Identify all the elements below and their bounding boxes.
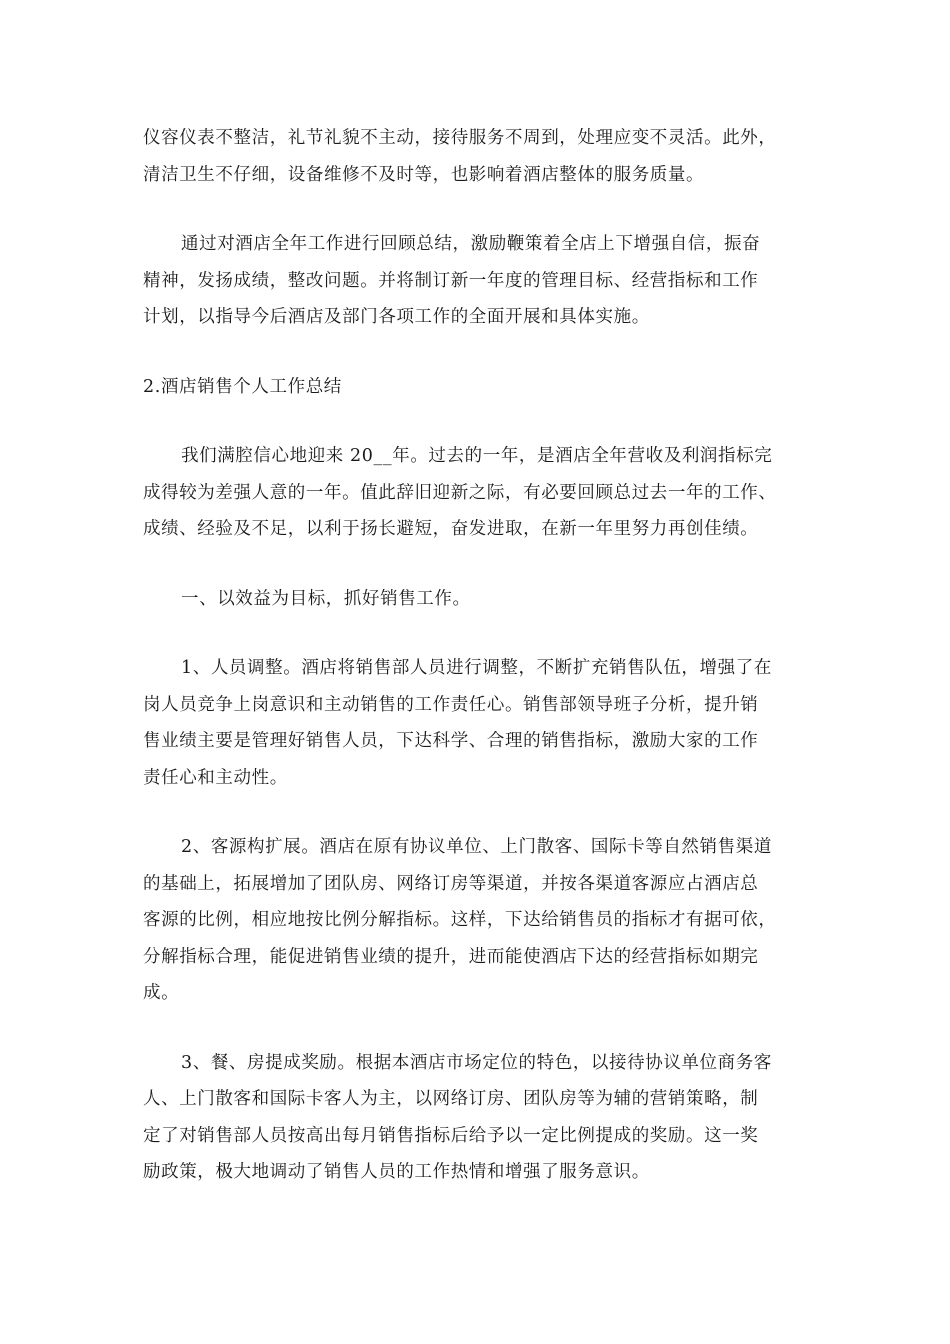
text-line: 精神，发扬成绩，整改问题。并将制订新一年度的管理目标、经营指标和工作 (143, 270, 759, 291)
paragraph-service-quality (143, 120, 823, 193)
paragraph-annual-review (143, 226, 823, 336)
text-line: 人、上门散客和国际卡客人为主，以网络订房、团队房等为辅的营销策略，制 (143, 1089, 759, 1109)
text-line: 一、以效益为目标，抓好销售工作。 (181, 588, 471, 609)
heading-text: 2.酒店销售个人工作总结 (143, 376, 342, 397)
text-line: 我们满腔信心地迎来 20__年。过去的一年，是酒店全年营收及利润指标完 (181, 446, 773, 466)
paragraph-gap (143, 1012, 823, 1045)
subheading-sales-goal (143, 581, 823, 618)
text-line: 成绩、经验及不足，以利于扬长避短，奋发进取，在新一年里努力再创佳绩。 (143, 519, 759, 539)
paragraph-gap (143, 617, 823, 650)
text-line: 计划，以指导今后酒店及部门各项工作的全面开展和具体实施。 (143, 307, 650, 327)
paragraph-gap (143, 796, 823, 829)
paragraph-customer-expansion (143, 829, 823, 1012)
text-line: 通过对酒店全年工作进行回顾总结，激励鞭策着全店上下增强自信，振奋 (181, 234, 761, 254)
text-line: 3、餐、房提成奖励。根据本酒店市场定位的特色，以接待协议单位商务客 (181, 1052, 772, 1073)
text-line: 责任心和主动性。 (143, 767, 288, 788)
section-heading (143, 369, 823, 406)
paragraph-commission-reward (143, 1045, 823, 1191)
text-line: 仪容仪表不整洁，礼节礼貌不主动，接待服务不周到，处理应变不灵活。此外， (143, 128, 777, 148)
text-line: 励政策，极大地调动了销售人员的工作热情和增强了服务意识。 (143, 1162, 650, 1182)
text-line: 清洁卫生不仔细，设备维修不及时等，也影响着酒店整体的服务质量。 (143, 164, 705, 185)
paragraph-new-year (143, 438, 823, 548)
text-line: 成得较为差强人意的一年。值此辞旧迎新之际，有必要回顾总过去一年的工作、 (143, 482, 777, 503)
text-line: 客源的比例，相应地按比例分解指标。这样，下达给销售员的指标才有据可依， (143, 910, 777, 930)
text-line: 分解指标合理，能促进销售业绩的提升，进而能使酒店下达的经营指标如期完 (143, 946, 759, 967)
text-line: 的基础上，拓展增加了团队房、网络订房等渠道，并按各渠道客源应占酒店总 (143, 873, 759, 894)
paragraph-gap (143, 548, 823, 581)
paragraph-gap (143, 193, 823, 226)
paragraph-staff-adjustment (143, 650, 823, 796)
document-body (143, 120, 823, 1191)
text-line: 岗人员竞争上岗意识和主动销售的工作责任心。销售部领导班子分析，提升销 (143, 694, 759, 715)
text-line: 成。 (143, 983, 180, 1003)
text-line: 1、人员调整。酒店将销售部人员进行调整，不断扩充销售队伍，增强了在 (181, 658, 772, 678)
text-line: 定了对销售部人员按高出每月销售指标后给予以一定比例提成的奖励。这一奖 (143, 1125, 759, 1146)
paragraph-gap (143, 405, 823, 438)
text-line: 售业绩主要是管理好销售人员，下达科学、合理的销售指标，激励大家的工作 (143, 731, 759, 751)
text-line: 2、客源构扩展。酒店在原有协议单位、上门散客、国际卡等自然销售渠道 (181, 837, 772, 857)
paragraph-gap (143, 336, 823, 369)
